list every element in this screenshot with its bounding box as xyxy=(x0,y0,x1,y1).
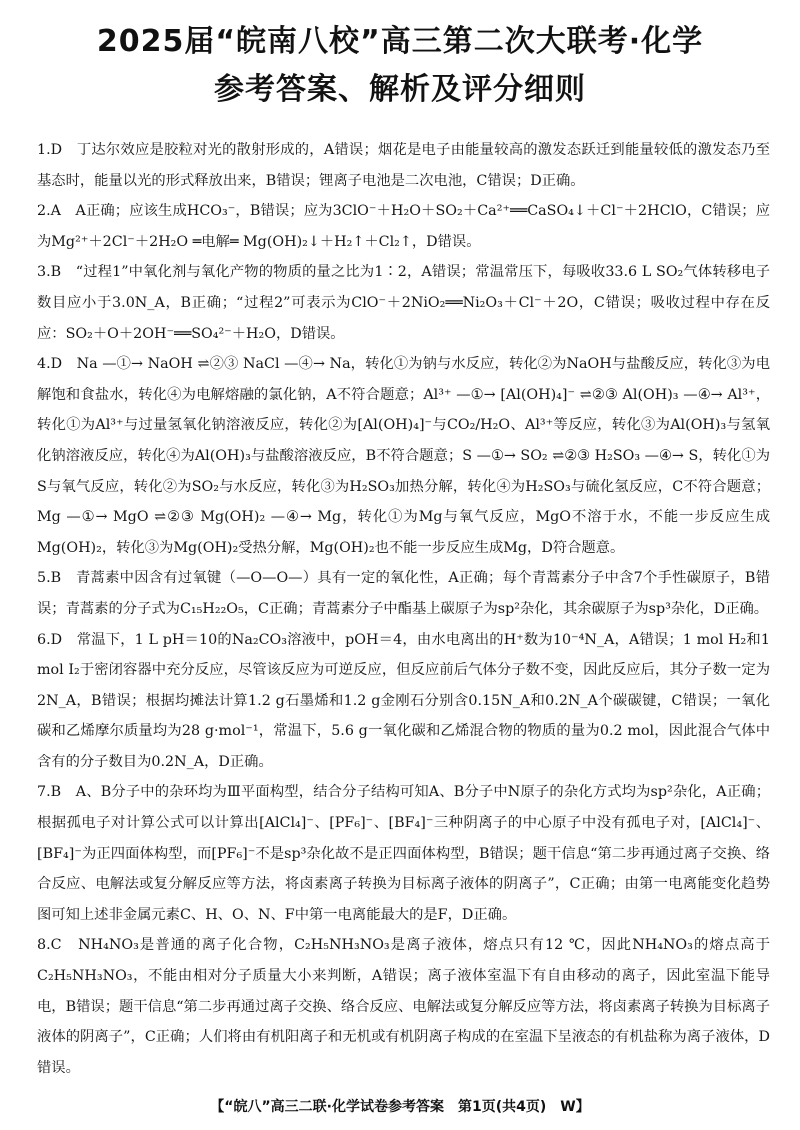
answer-item-7: 7.B A、B分子中的杂环均为Ⅲ平面构型，结合分子结构可知A、B分子中N原子的杂化方式均为sp²杂化，A正确；根据孤电子对计算公式可以计算出[AlCl₄]⁻、[PF₆]⁻、[BF₄]⁻三种阴离子的中心原子中没有孤电子对，[AlCl₄]⁻、[BF₄]⁻为正四面体构型，而[PF₆]⁻不是sp³杂化故不是正四面体构型，B错误；题干信息“第二步再通过离子交换、络合反应、电解法或复分解反应等方法，将卤素离子转换为目标离子液体的阴离子”，C正确；由第一电离能变化趋势图可知上述非金属元素C、H、O、N、F中第一电离能最大的是F，D正确。 xyxy=(37,784,770,923)
title-line-2: 参考答案、解析及评分细则 xyxy=(214,72,586,107)
page-footer: 【“皖八”高三二联·化学试卷参考答案 第1页(共4页) W】 xyxy=(210,1099,590,1115)
answer-item-2: 2.A A正确；应该生成HCO₃⁻，B错误；应为3ClO⁻＋H₂O＋SO₂＋Ca²⁺══CaSO₄↓＋Cl⁻＋2HClO，C错误；应为Mg²⁺＋2Cl⁻＋2H₂O ═电解═ Mg(OH)₂↓＋H₂↑＋Cl₂↑，D错误。 xyxy=(37,203,770,250)
answer-item-6: 6.D 常温下，1 L pH＝10的Na₂CO₃溶液中，pOH＝4，由水电离出的H⁺数为10⁻⁴N_A，A错误；1 mol H₂和1 mol I₂于密闭容器中充分反应，尽管该反应为可逆反应，但反应前后气体分子数不变，因此反应后，其分子数一定为2N_A，B错误；根据均摊法计算1.2 g石墨烯和1.2 g金刚石分别含0.15N_A和0.2N_A个碳碳键，C错误；一氧化碳和乙烯摩尔质量均为28 g·mol⁻¹，常温下，5.6 g一氧化碳和乙烯混合物的物质的量为0.2 mol，因此混合气体中含有的分子数目为0.2N_A，D正确。 xyxy=(37,631,770,770)
title-line-1: 2025届“皖南八校”高三第二次大联考·化学 xyxy=(96,24,704,59)
answer-list xyxy=(37,135,770,1083)
answer-item-8: 8.C NH₄NO₃是普通的离子化合物，C₂H₅NH₃NO₃是离子液体，熔点只有12 ℃，因此NH₄NO₃的熔点高于C₂H₅NH₃NO₃，不能由相对分子质量大小来判断，A错误；离子液体室温下有自由移动的离子，因此室温下能导电，B错误；题干信息“第二步再通过离子交换、络合反应、电解法或复分解反应等方法，将卤素离子转换为目标离子液体的阴离子”，C正确；人们将由有机阳离子和无机或有机阴离子构成的在室温下呈液态的有机盐称为离子液体，D错误。 xyxy=(37,937,770,1076)
page-title xyxy=(0,18,800,114)
answer-item-3: 3.B “过程1”中氧化剂与氧化产物的物质的量之比为1∶2，A错误；常温常压下，每吸收33.6 L SO₂气体转移电子数目应小于3.0N_A，B正确；“过程2”可表示为ClO⁻＋2NiO₂══Ni₂O₃＋Cl⁻＋2O，C错误；吸收过程中存在反应：SO₂＋O＋2OH⁻══SO₄²⁻＋H₂O，D错误。 xyxy=(37,264,770,342)
answer-item-1: 1.D 丁达尔效应是胶粒对光的散射形成的，A错误；烟花是电子由能量较高的激发态跃迁到能量较低的激发态乃至基态时，能量以光的形式释放出来，B错误；锂离子电池是二次电池，C错误；D正确。 xyxy=(37,142,770,189)
answer-item-5: 5.B 青蒿素中因含有过氧键（—O—O—）具有一定的氧化性，A正确；每个青蒿素分子中含7个手性碳原子，B错误；青蒿素的分子式为C₁₅H₂₂O₅，C正确；青蒿素分子中酯基上碳原子为sp²杂化，其余碳原子为sp³杂化，D正确。 xyxy=(37,570,770,617)
answer-item-4: 4.D Na —①→ NaOH ⇌②③ NaCl —④→ Na，转化①为钠与水反应，转化②为NaOH与盐酸反应，转化③为电解饱和食盐水，转化④为电解熔融的氯化钠，A不符合题意；Al³⁺ —①→ [Al(OH)₄]⁻ ⇌②③ Al(OH)₃ —④→ Al³⁺，转化①为Al³⁺与过量氢氧化钠溶液反应，转化②为[Al(OH)₄]⁻与CO₂/H₂O、Al³⁺等反应，转化③为Al(OH)₃与氢氧化钠溶液反应，转化④为Al(OH)₃与盐酸溶液反应，B不符合题意；S —①→ SO₂ ⇌②③ H₂SO₃ —④→ S，转化①为S与氧气反应，转化②为SO₂与水反应，转化③为H₂SO₃加热分解，转化④为H₂SO₃与硫化氢反应，C不符合题意；Mg —①→ MgO ⇌②③ Mg(OH)₂ —④→ Mg，转化①为Mg与氧气反应，MgO不溶于水，不能一步反应生成Mg(OH)₂，转化③为Mg(OH)₂受热分解，Mg(OH)₂也不能一步反应生成Mg，D符合题意。 xyxy=(37,356,770,556)
